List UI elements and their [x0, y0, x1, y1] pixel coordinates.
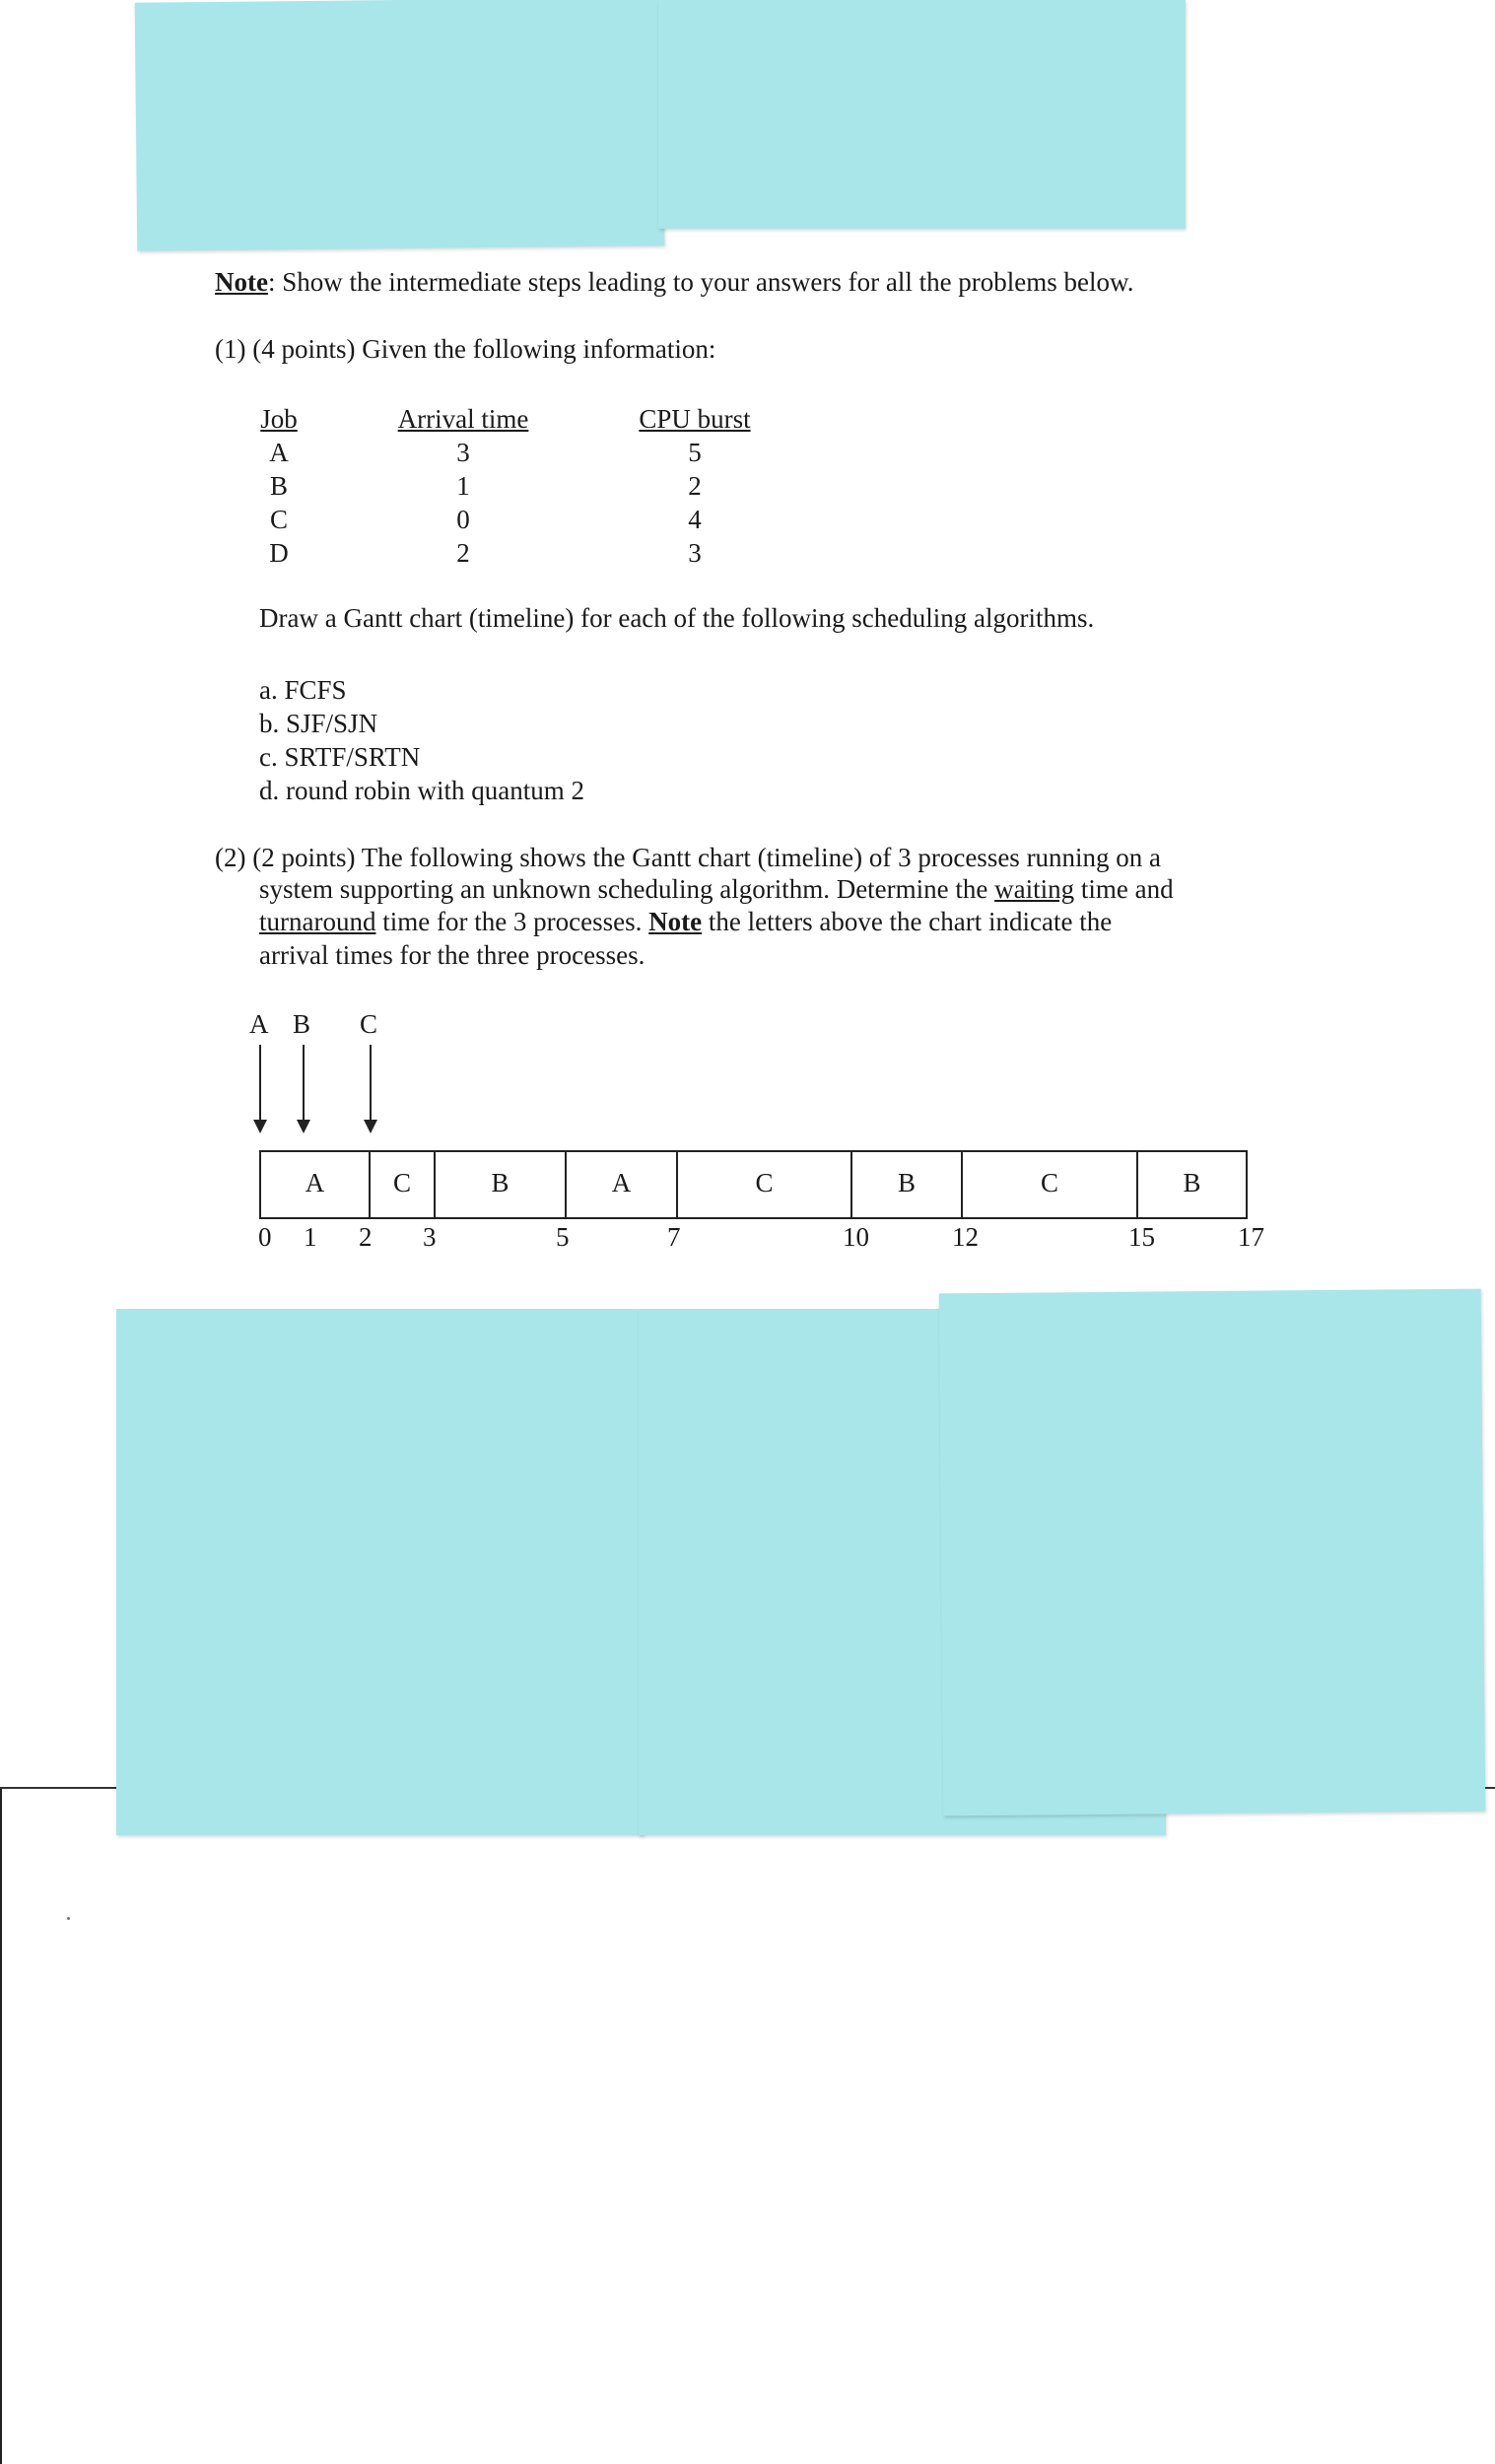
- job-column: [258, 402, 300, 570]
- tick-label: 3: [423, 1222, 437, 1252]
- gantt-segment: B: [436, 1152, 567, 1217]
- problem2-line2-text: system supporting an unknown scheduling algorithm. Determine the: [259, 874, 995, 904]
- scan-speck: [67, 1917, 70, 1920]
- arrival-arrowhead-a: [253, 1120, 267, 1133]
- note-line: [215, 265, 1134, 299]
- burst-column: [631, 402, 759, 570]
- sticky-note-top-right: [658, 0, 1186, 229]
- arrival-label-c: C: [360, 1009, 378, 1039]
- gantt-chart: [259, 1150, 1248, 1219]
- arrival-arrowhead-c: [364, 1120, 377, 1133]
- gantt-segment: B: [1183, 1168, 1201, 1198]
- arrival-cell: 3: [456, 438, 470, 467]
- burst-cell: 2: [688, 471, 702, 501]
- job-cell: D: [269, 538, 289, 568]
- gantt-segment: C: [963, 1152, 1138, 1217]
- arrival-arrow-a: [259, 1045, 261, 1131]
- problem2-line2: [259, 872, 1174, 906]
- tick-label: 17: [1238, 1222, 1264, 1252]
- problem2-line4: arrival times for the three processes.: [259, 940, 646, 970]
- job-cell: A: [269, 438, 289, 467]
- arrival-header: Arrival time: [397, 404, 529, 434]
- sticky-note-bottom-left: [116, 1309, 644, 1835]
- arrival-arrowhead-b: [297, 1120, 310, 1133]
- gantt-segment: C: [371, 1152, 436, 1217]
- problem2-line3: [259, 905, 1112, 938]
- algorithm-item: a. FCFS: [259, 675, 347, 705]
- note-word: Note: [648, 907, 703, 936]
- tick-label: 1: [304, 1222, 317, 1252]
- algorithm-item: c. SRTF/SRTN: [259, 742, 421, 772]
- problem2-line2-end: time and: [1074, 874, 1174, 904]
- sticky-note-bottom-right: [939, 1289, 1486, 1816]
- scan-edge-vertical: [0, 1789, 2, 2464]
- arrival-cell: 2: [456, 538, 470, 568]
- algorithm-item: b. SJF/SJN: [259, 709, 378, 738]
- tick-label: 5: [556, 1222, 570, 1252]
- problem1-instruction: Draw a Gantt chart (timeline) for each of the following scheduling algorithms.: [259, 603, 1095, 633]
- tick-label: 15: [1128, 1222, 1155, 1252]
- job-cell: C: [269, 505, 288, 534]
- problem1-heading: (1) (4 points) Given the following information:: [215, 334, 716, 364]
- burst-cell: 4: [688, 505, 702, 534]
- turnaround-word: turnaround: [259, 907, 376, 936]
- gantt-segment: B: [852, 1152, 963, 1217]
- tick-label: 7: [667, 1222, 681, 1252]
- tick-label: 10: [843, 1222, 869, 1252]
- problem2-line3-end: the letters above the chart indicate the: [702, 907, 1113, 936]
- arrival-column: [388, 402, 538, 570]
- arrival-label-b: B: [293, 1009, 311, 1039]
- note-text: : Show the intermediate steps leading to your answers for all the problems below.: [267, 267, 1134, 297]
- gantt-segment: C: [678, 1152, 852, 1217]
- tick-label: 12: [952, 1222, 979, 1252]
- arrival-arrow-c: [370, 1045, 372, 1131]
- algorithm-item: d. round robin with quantum 2: [259, 776, 584, 805]
- tick-label: 0: [258, 1222, 272, 1252]
- gantt-segment: A: [261, 1152, 371, 1217]
- arrival-arrow-b: [303, 1045, 305, 1131]
- job-cell: B: [269, 471, 288, 501]
- waiting-word: waiting: [994, 874, 1075, 904]
- job-header: Job: [260, 404, 298, 434]
- burst-cell: 5: [688, 438, 702, 467]
- burst-cell: 3: [688, 538, 702, 568]
- sticky-note-top-left: [135, 0, 665, 251]
- arrival-label-a: A: [249, 1009, 269, 1039]
- arrival-cell: 1: [456, 471, 470, 501]
- tick-label: 2: [359, 1222, 373, 1252]
- problem2-line3-text: time for the 3 processes.: [375, 907, 649, 936]
- note-label: Note: [215, 267, 268, 297]
- arrival-cell: 0: [456, 505, 470, 534]
- burst-header: CPU burst: [639, 404, 751, 434]
- gantt-segment: A: [567, 1152, 678, 1217]
- problem2-line1: (2) (2 points) The following shows the Gantt chart (timeline) of 3 processes running on a: [215, 843, 1162, 872]
